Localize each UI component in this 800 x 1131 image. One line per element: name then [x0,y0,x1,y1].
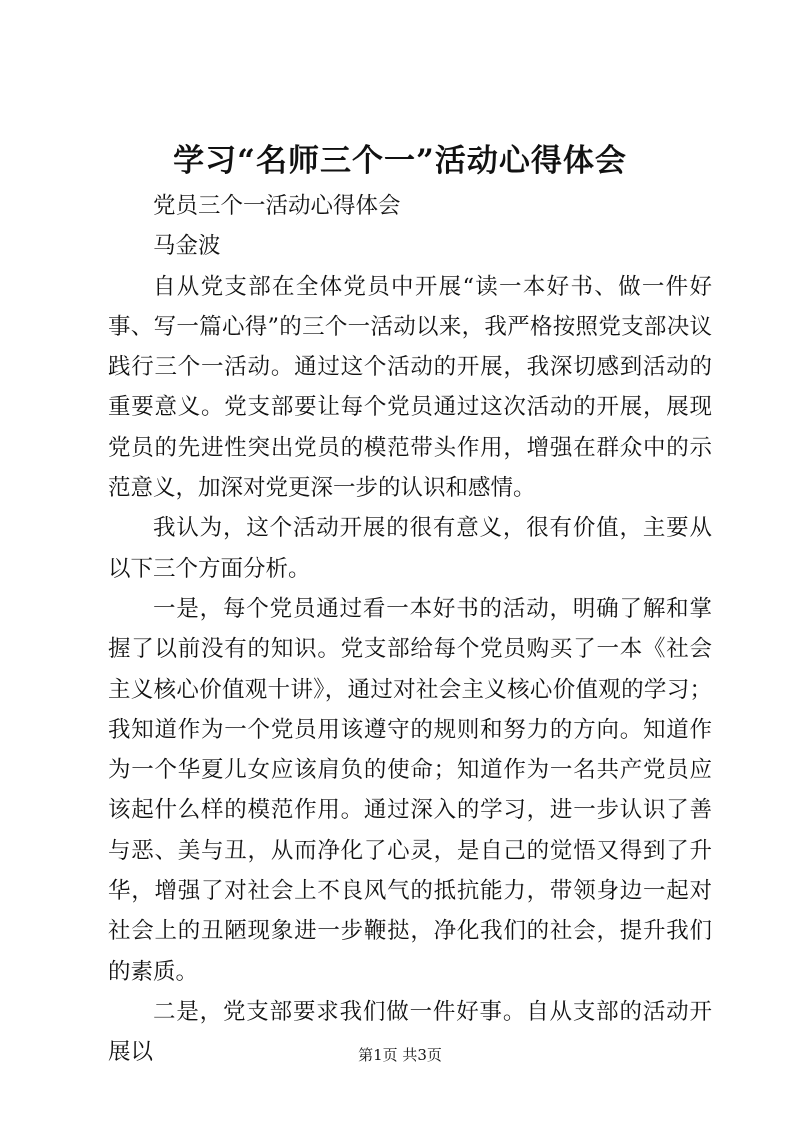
page-footer: 第1页 共3页 [358,1046,442,1064]
body-paragraph-point-two: 二是，党支部要求我们做一件好事。自从支部的活动开展以 [108,998,712,1066]
body-paragraph-intro: 自从党支部在全体党员中开展“读一本好书、做一件好事、写一篇心得”的三个一活动以来，我严格按照党支部决议践行三个一活动。通过这个活动的开展，我深切感到活动的重要意义。党支部要让每个党员通过这次活动的开展，展现党员的先进性突出党员的模范带头作用，增强在群众中的示范意义，加深对党更深一步的认识和感情。 [108,273,712,502]
subtitle-paragraph: 党员三个一活动心得体会 [153,193,401,219]
body-paragraph-opinion: 我认为，这个活动开展的很有意义，很有价值，主要从以下三个方面分析。 [108,515,712,582]
document-title: 学习“名师三个一”活动心得体会 [173,143,627,179]
document-body [108,186,712,1073]
body-paragraph-point-one: 一是，每个党员通过看一本好书的活动，明确了解和掌握了以前没有的知识。党支部给每个党员购买了一本《社会主义核心价值观十讲》，通过对社会主义核心价值观的学习；我知道作为一个党员用该遵守的规则和努力的方向。知道作为一个华夏儿女应该肩负的使命；知道作为一名共产党员应该起什么样的模范作用。通过深入的学习，进一步认识了善与恶、美与丑，从而净化了心灵，是自己的觉悟又得到了升华，增强了对社会上不良风气的抵抗能力，带领身边一起对社会上的丑陋现象进一步鞭挞，净化我们的社会，提升我们的素质。 [108,595,712,985]
author-paragraph: 马金波 [153,233,221,260]
